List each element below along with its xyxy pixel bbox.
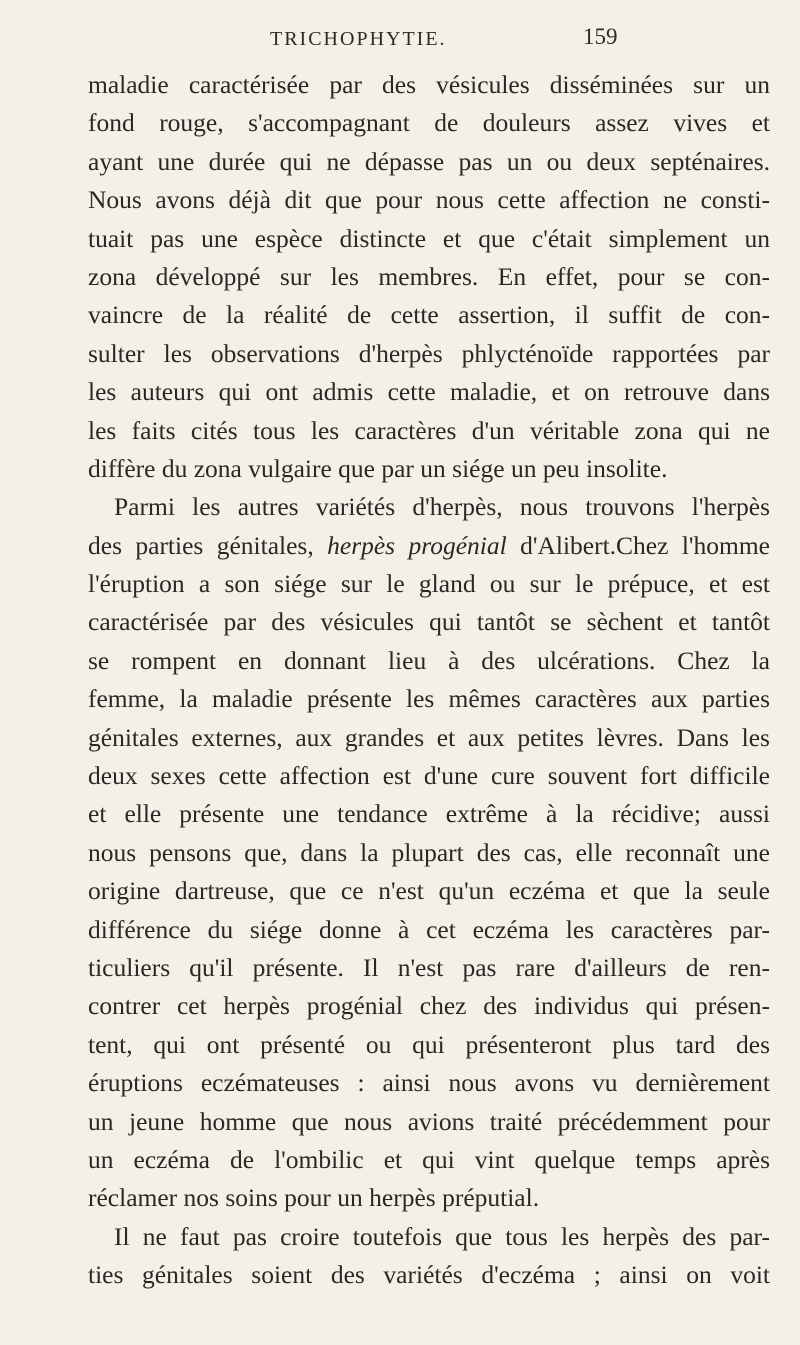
text-line: tuait pas une espèce distincte et que c'était simplement un [88, 223, 770, 253]
text-line: ticuliers qu'il présente. Il n'est pas rare d'ailleurs de ren- [88, 952, 770, 982]
text-line: un jeune homme que nous avions traité précédemment pour [88, 1106, 770, 1136]
text-line: les faits cités tous les caractères d'un véritable zona qui ne [88, 415, 770, 445]
text-line: sulter les observations d'herpès phlycténoïde rapportées par [88, 338, 770, 368]
text-line: et elle présente une tendance extrême à la récidive; aussi [88, 799, 770, 829]
page-number: 159 [583, 24, 618, 49]
text-line: un eczéma de l'ombilic et qui vint quelque temps après [88, 1144, 770, 1174]
text-line: génitales externes, aux grandes et aux petites lèvres. Dans les [88, 722, 770, 752]
text-line: les auteurs qui ont admis cette maladie, et on retrouve dans [88, 377, 770, 407]
body-text [88, 66, 770, 1295]
text-line: ties génitales soient des variétés d'eczéma ; ainsi on voit [88, 1260, 770, 1290]
text-line: l'éruption a son siége sur le gland ou sur le prépuce, et est [88, 569, 770, 599]
italic-term: herpès progénial [327, 530, 507, 560]
text-run: d'Alibert.Chez l'homme [506, 530, 770, 560]
text-line: Parmi les autres variétés d'herpès, nous trouvons l'herpès [114, 492, 770, 522]
text-line: maladie caractérisée par des vésicules disséminées sur un [88, 70, 770, 99]
text-line: deux sexes cette affection est d'une cure souvent fort difficile [88, 761, 770, 791]
text-line: réclamer nos soins pour un herpès préputial. [88, 1183, 540, 1213]
text-line-mixed [88, 527, 770, 565]
text-line: zona développé sur les membres. En effet, pour se con- [88, 261, 770, 291]
text-line: caractérisée par des vésicules qui tantôt se sèchent et tantôt [88, 607, 770, 637]
text-line: Nous avons déjà dit que pour nous cette affection ne consti- [88, 185, 770, 215]
text-line: éruptions eczémateuses : ainsi nous avons vu dernièrement [88, 1068, 770, 1098]
text-line: vaincre de la réalité de cette assertion, il suffit de con- [88, 300, 770, 330]
text-line: se rompent en donnant lieu à des ulcérations. Chez la [88, 645, 770, 675]
text-line: contrer cet herpès progénial chez des individus qui présen- [88, 991, 770, 1021]
text-line: tent, qui ont présenté ou qui présenteront plus tard des [88, 1029, 770, 1059]
text-run: des parties génitales, [88, 530, 328, 560]
text-line: femme, la maladie présente les mêmes caractères aux parties [88, 684, 770, 714]
text-line: différence du siége donne à cet eczéma les caractères par- [88, 914, 770, 944]
text-line: nous pensons que, dans la plupart des cas, elle reconnaît une [88, 837, 770, 867]
text-line: ayant une durée qui ne dépasse pas un ou deux septénaires. [88, 146, 770, 176]
running-head: TRICHOPHYTIE. [270, 28, 447, 50]
text-line: origine dartreuse, que ce n'est qu'un eczéma et que la seule [88, 876, 770, 906]
text-line: fond rouge, s'accompagnant de douleurs assez vives et [88, 108, 770, 138]
page-header [0, 22, 800, 62]
text-line: diffère du zona vulgaire que par un siége un peu insolite. [88, 453, 668, 483]
text-line: Il ne faut pas croire toutefois que tous les herpès des par- [114, 1221, 770, 1251]
